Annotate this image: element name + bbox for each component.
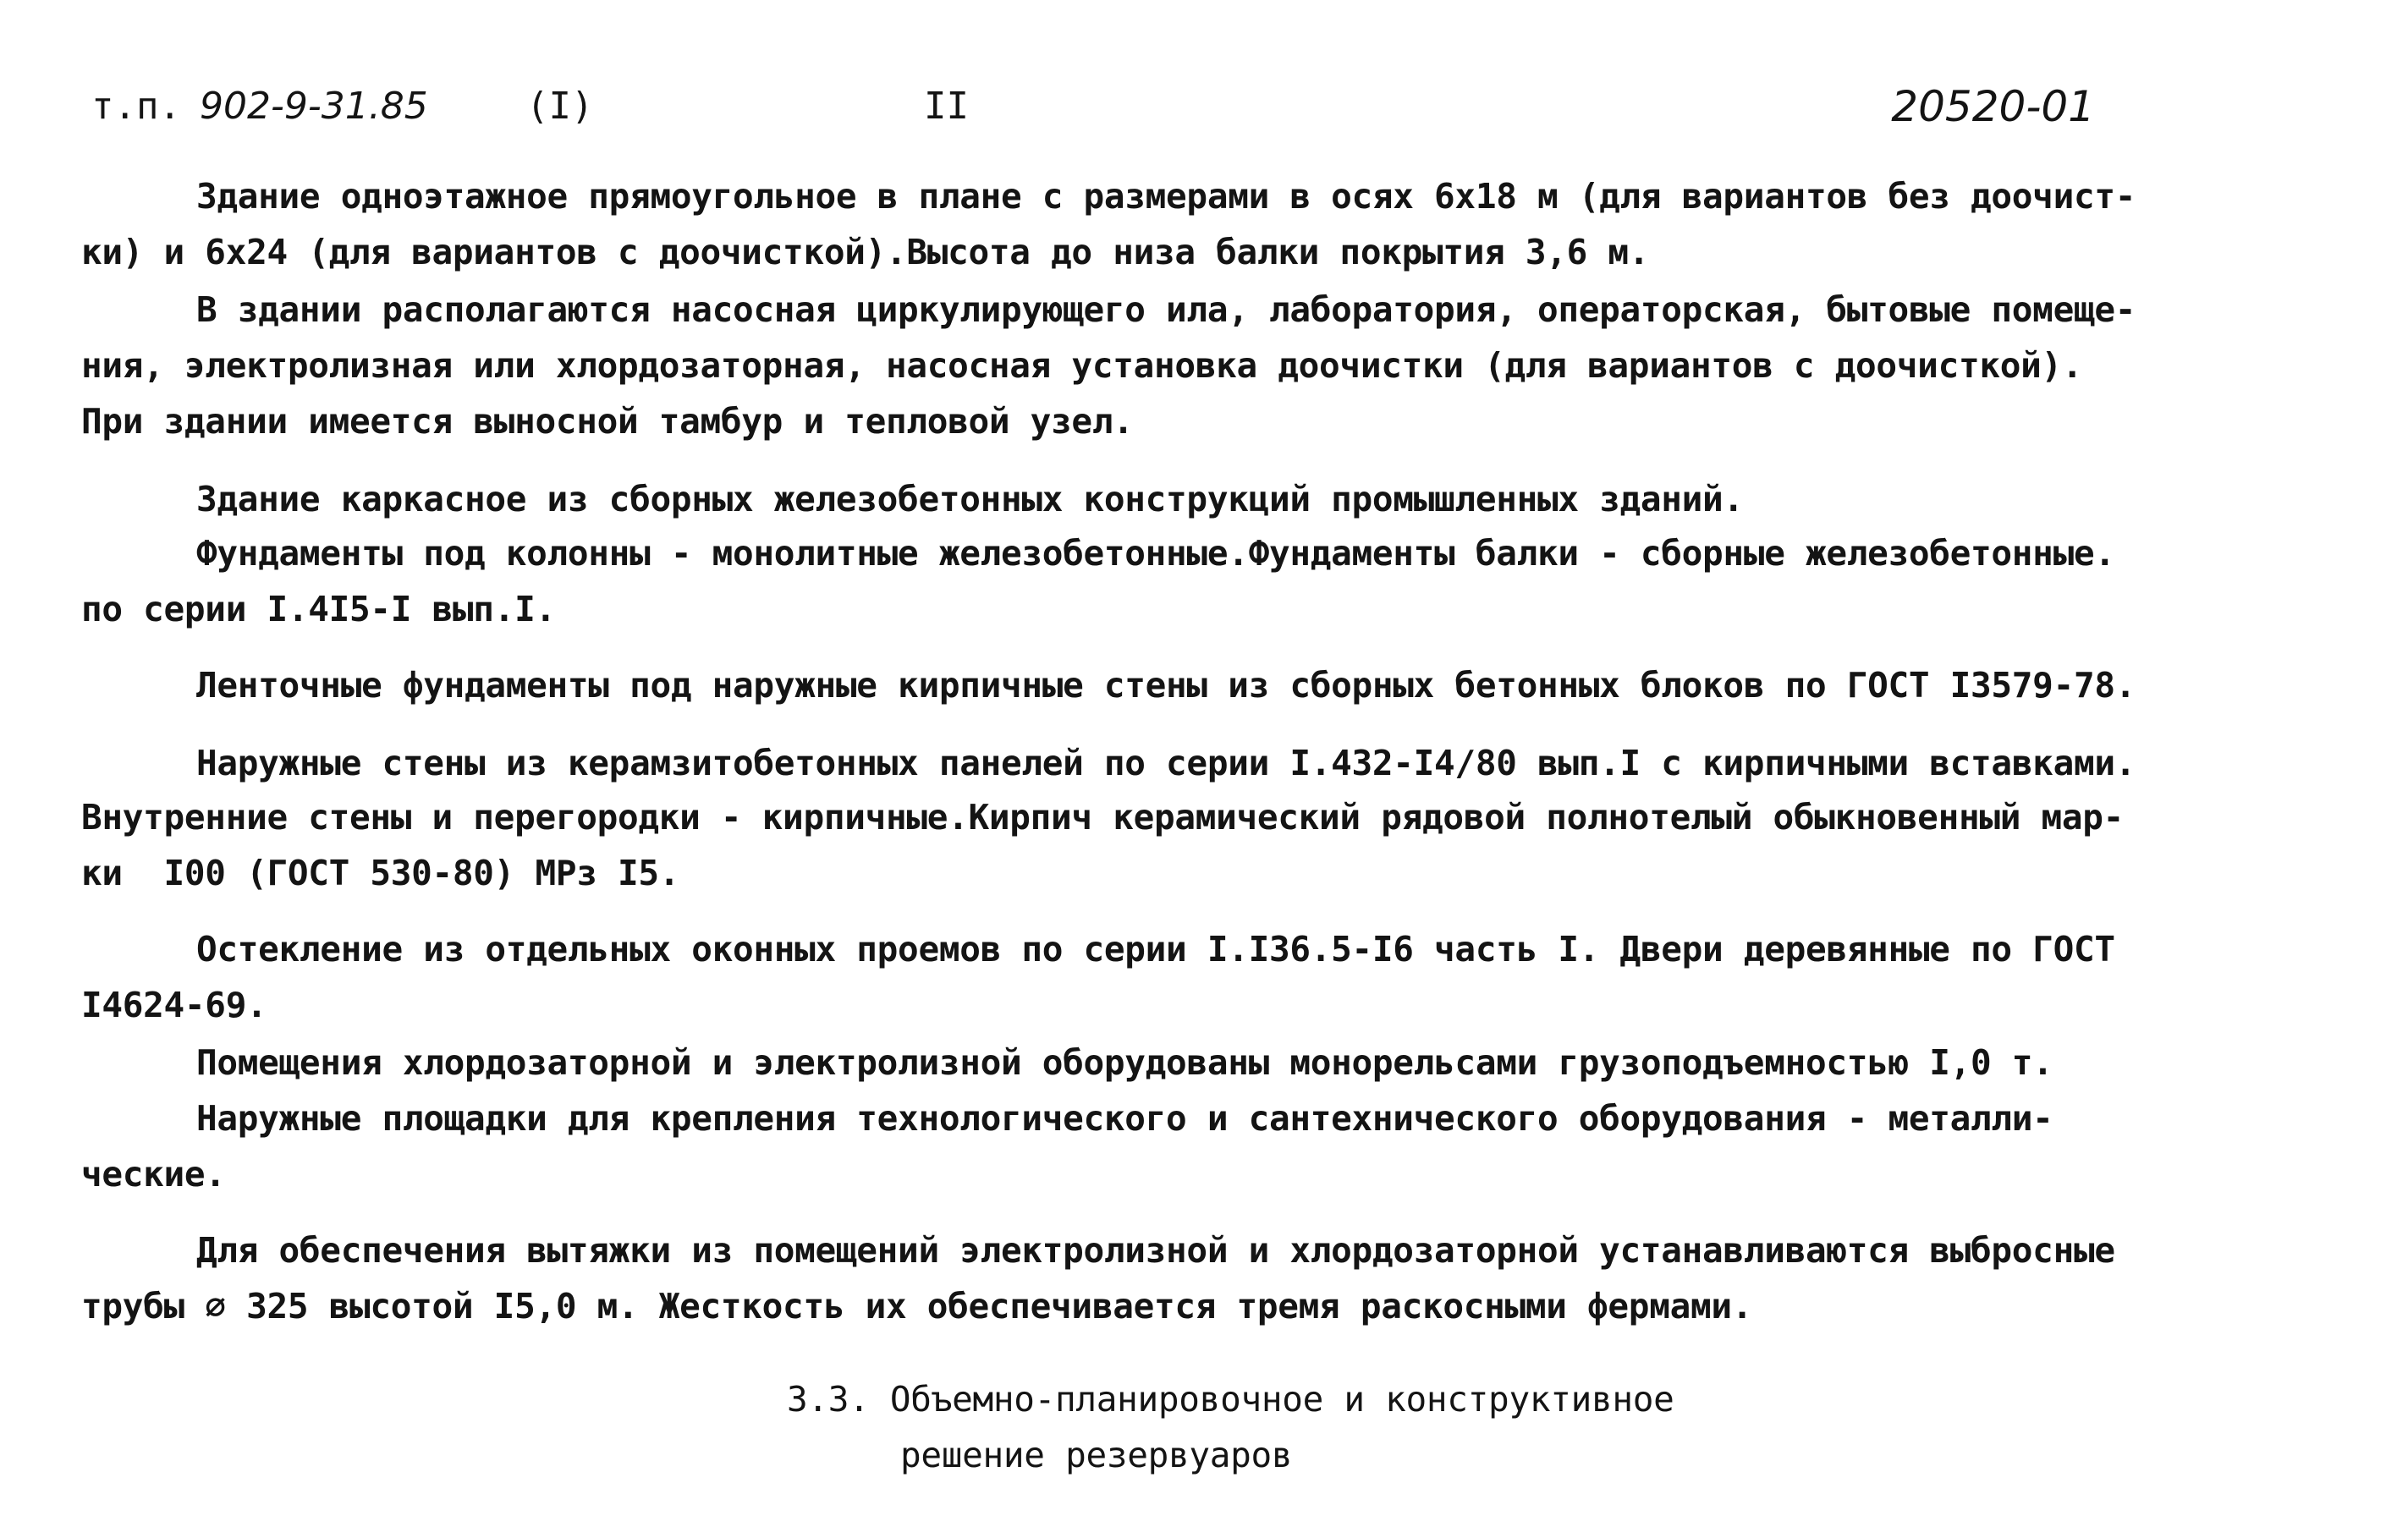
- body-line: Ленточные фундаменты под наружные кирпичные стены из сборных бетонных блоков по ГОСТ I3579-78.: [196, 665, 2136, 706]
- document-code: 20520-01: [1891, 82, 2095, 131]
- page-number: II: [924, 85, 969, 128]
- body-line: трубы ∅ 325 высотой I5,0 м. Жесткость их обеспечивается тремя раскосными фермами.: [81, 1286, 1753, 1327]
- body-line: ния, электролизная или хлордозаторная, насосная установка доочистки (для вариантов с доочисткой).: [81, 345, 2083, 386]
- body-line: по серии I.4I5-I вып.I.: [81, 589, 556, 629]
- body-line: Здание каркасное из сборных железобетонных конструкций промышленных зданий.: [196, 479, 1744, 519]
- tp-number: 902-9-31.85: [200, 85, 428, 128]
- body-line: ки) и 6х24 (для вариантов с доочисткой).Высота до низа балки покрытия 3,6 м.: [81, 232, 1650, 272]
- body-line: Фундаменты под колонны - монолитные железобетонные.Фундаменты балки - сборные железобетонные.: [196, 533, 2115, 574]
- body-line: I4624-69.: [81, 985, 267, 1025]
- body-line: Наружные стены из керамзитобетонных панелей по серии I.432-I4/80 вып.I с кирпичными вставками.: [196, 743, 2136, 783]
- body-line: В здании располагаются насосная циркулирующего ила, лаборатория, операторская, бытовые помеще-: [196, 289, 2136, 330]
- body-line: Остекление из отдельных оконных проемов по серии I.I36.5-I6 часть I. Двери деревянные по ГОСТ: [196, 929, 2115, 969]
- body-line: ческие.: [81, 1154, 226, 1195]
- section-heading-continued: решение резервуаров: [900, 1435, 1293, 1475]
- tp-prefix: т.п.: [91, 85, 181, 128]
- body-line: Внутренние стены и перегородки - кирпичные.Кирпич керамический рядовой полнотелый обыкновенный мар-: [81, 797, 2125, 838]
- body-line: Для обеспечения вытяжки из помещений электролизной и хлордозаторной устанавливаются выбросные: [196, 1230, 2115, 1271]
- body-line: ки I00 (ГОСТ 530-80) МРз I5.: [81, 853, 680, 893]
- body-line: Помещения хлордозаторной и электролизной оборудованы монорельсами грузоподъемностью I,0 т.: [196, 1042, 2053, 1083]
- body-line: Здание одноэтажное прямоугольное в плане с размерами в осях 6х18 м (для вариантов без доочист-: [196, 176, 2136, 217]
- volume-label: (I): [526, 85, 594, 128]
- body-line: Наружные площадки для крепления технологического и сантехнического оборудования - металли-: [196, 1098, 2053, 1139]
- body-line: При здании имеется выносной тамбур и тепловой узел.: [81, 401, 1134, 442]
- section-heading: 3.3. Объемно-планировочное и конструктивное: [787, 1379, 1674, 1420]
